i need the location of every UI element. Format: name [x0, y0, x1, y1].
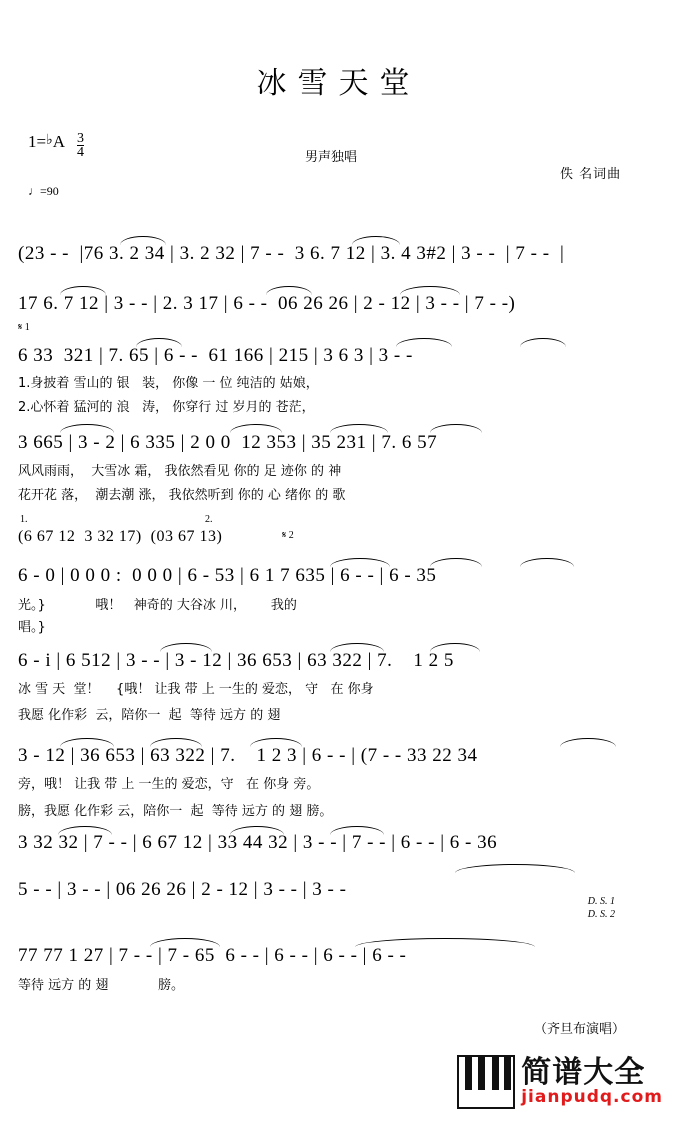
slur-icon	[520, 338, 566, 347]
slur-icon	[150, 738, 202, 747]
slur-icon	[430, 558, 482, 567]
slur-icon	[60, 738, 114, 747]
segno-mark-2: 𝄋 2	[282, 530, 294, 541]
slur-icon	[330, 558, 390, 567]
slur-icon	[230, 424, 282, 433]
slur-icon	[355, 938, 535, 947]
slur-icon	[430, 643, 480, 652]
notation-line-3: 6 33 321 | 7. 65 | 6 - - 61 166 | 215 | 3 6 3 | 3 - -	[18, 345, 413, 366]
lyric-line-7: 冰 雪 天 堂！ {哦！ 让我 带 上 一生的 爱恋， 守 在 你身	[18, 682, 374, 697]
lyric-line-9: 旁，哦！ 让我 带 上 一生的 爱恋，守 在 你身 旁。	[18, 777, 320, 792]
slur-icon	[330, 424, 388, 433]
slur-icon	[400, 286, 460, 295]
notation-line-10: 5 - - | 3 - - | 06 26 26 | 2 - 12 | 3 - - | 3 - -	[18, 879, 347, 900]
slur-icon	[250, 738, 302, 747]
slur-icon	[58, 826, 112, 835]
lyric-line-6: 唱。}	[18, 620, 46, 635]
slur-icon	[60, 424, 114, 433]
slur-icon	[230, 826, 284, 835]
lyric-line-4: 花开花 落， 潮去潮 涨， 我依然听到 你的 心 绪你 的 歌	[18, 488, 346, 503]
lyric-line-5: 光。} 哦！ 神奇的 大谷冰 川， 我的	[18, 598, 297, 613]
credit: 佚 名词曲	[560, 167, 622, 182]
slur-icon	[330, 643, 384, 652]
logo-text	[521, 1057, 663, 1106]
time-signature	[77, 132, 84, 160]
piano-icon	[457, 1055, 515, 1109]
lyric-line-1: 1.身披着 雪山的 银 装， 你像 一 位 纯洁的 姑娘，	[18, 376, 319, 391]
time-signature-denominator: 4	[76, 145, 84, 161]
page-title: 冰雪天堂	[256, 66, 421, 101]
logo-url: jianpudq.com	[521, 1086, 663, 1107]
ds-mark-1: D. S. 1	[587, 896, 615, 907]
notation-line-7: 6 - i | 6 512 | 3 - - | 3 - 12 | 36 653 | 63 322 | 7. 1 2 5	[18, 650, 454, 671]
notation-line-6: 6 - 0 | 0 0 0 : 0 0 0 | 6 - 53 | 6 1 7 635 | 6 - - | 6 - 35	[18, 565, 437, 586]
slur-icon	[396, 338, 452, 347]
slur-icon	[520, 558, 574, 567]
subtitle: 男声独唱	[305, 150, 358, 165]
notation-line-2: 17 6. 7 12 | 3 - - | 2. 3 17 | 6 - - 06 26 26 | 2 - 12 | 3 - - | 7 - -)	[18, 293, 516, 314]
ds-mark-2: D. S. 2	[587, 908, 615, 920]
slur-icon	[560, 738, 616, 747]
key-accidental: ♭	[46, 133, 53, 148]
notation-line-5: (6 67 12 3 32 17) (03 67 13)	[18, 528, 223, 545]
site-logo	[457, 1055, 663, 1109]
volta-1: 1.	[20, 514, 28, 525]
notation-line-4: 3 665 | 3 - 2 | 6 335 | 2 0 0 12 353 | 35 231 | 7. 6 57	[18, 432, 438, 453]
notation-line-1: (⁠2⁠3 - - |⁠76⁠⁠ 3. 2 34 | 3. 2 32 | 7 - - 3 6. 7 12 | 3. 4 3#2 | 3 - - | 7 - - |	[18, 243, 565, 264]
performer-credit: （齐旦布演唱）	[533, 1022, 625, 1037]
notation-line-8: 3 - 12 | 36 653 | 63 322 | 7. 1 2 3 | 6 - - | (7 - - 33 22 34	[18, 745, 478, 766]
slur-icon	[136, 338, 182, 347]
slur-icon	[330, 826, 384, 835]
slur-icon	[352, 236, 400, 245]
time-signature-numerator: 3	[76, 131, 84, 146]
lyric-line-8: 我愿 化作彩 云，陪你一 起 等待 远方 的 翅	[18, 708, 281, 723]
logo-title-cn: 简谱大全	[521, 1055, 646, 1091]
key-label: 1=	[28, 132, 47, 151]
segno-mark-1: 𝄋 1	[18, 322, 30, 333]
slur-icon	[60, 286, 106, 295]
lyric-line-3: 风风雨雨， 大雪冰 霜， 我依然看见 你的 足 迹你 的 神	[18, 464, 342, 479]
key-name: A	[52, 132, 65, 151]
volta-2: 2.	[205, 514, 213, 525]
slur-icon	[120, 236, 166, 245]
lyric-line-11: 等待 远方 的 翅 膀。	[18, 978, 184, 993]
lyric-line-10: 膀，我愿 化作彩 云，陪你一 起 等待 远方 的 翅 膀。	[18, 804, 333, 819]
lyric-line-2: 2.心怀着 猛河的 浪 涛， 你穿行 过 岁月的 苍茫，	[18, 400, 315, 415]
key-signature	[28, 132, 84, 160]
slur-icon	[150, 938, 220, 947]
slur-icon	[160, 643, 212, 652]
slur-icon	[455, 864, 575, 873]
notation-line-9: 3 32 32 | 7 - - | 6 67 12 | 33 44 32 | 3 - - | 7 - - | 6 - - | 6 - 36	[18, 832, 498, 853]
tempo-marking: ♩=90	[28, 184, 59, 198]
notation-line-11: 77 77 1 27 | 7 - - | 7 - 65 6 - - | 6 - - | 6 - - | 6 - -	[18, 945, 407, 966]
slur-icon	[430, 424, 482, 433]
slur-icon	[266, 286, 312, 295]
ds-marks	[588, 896, 615, 921]
